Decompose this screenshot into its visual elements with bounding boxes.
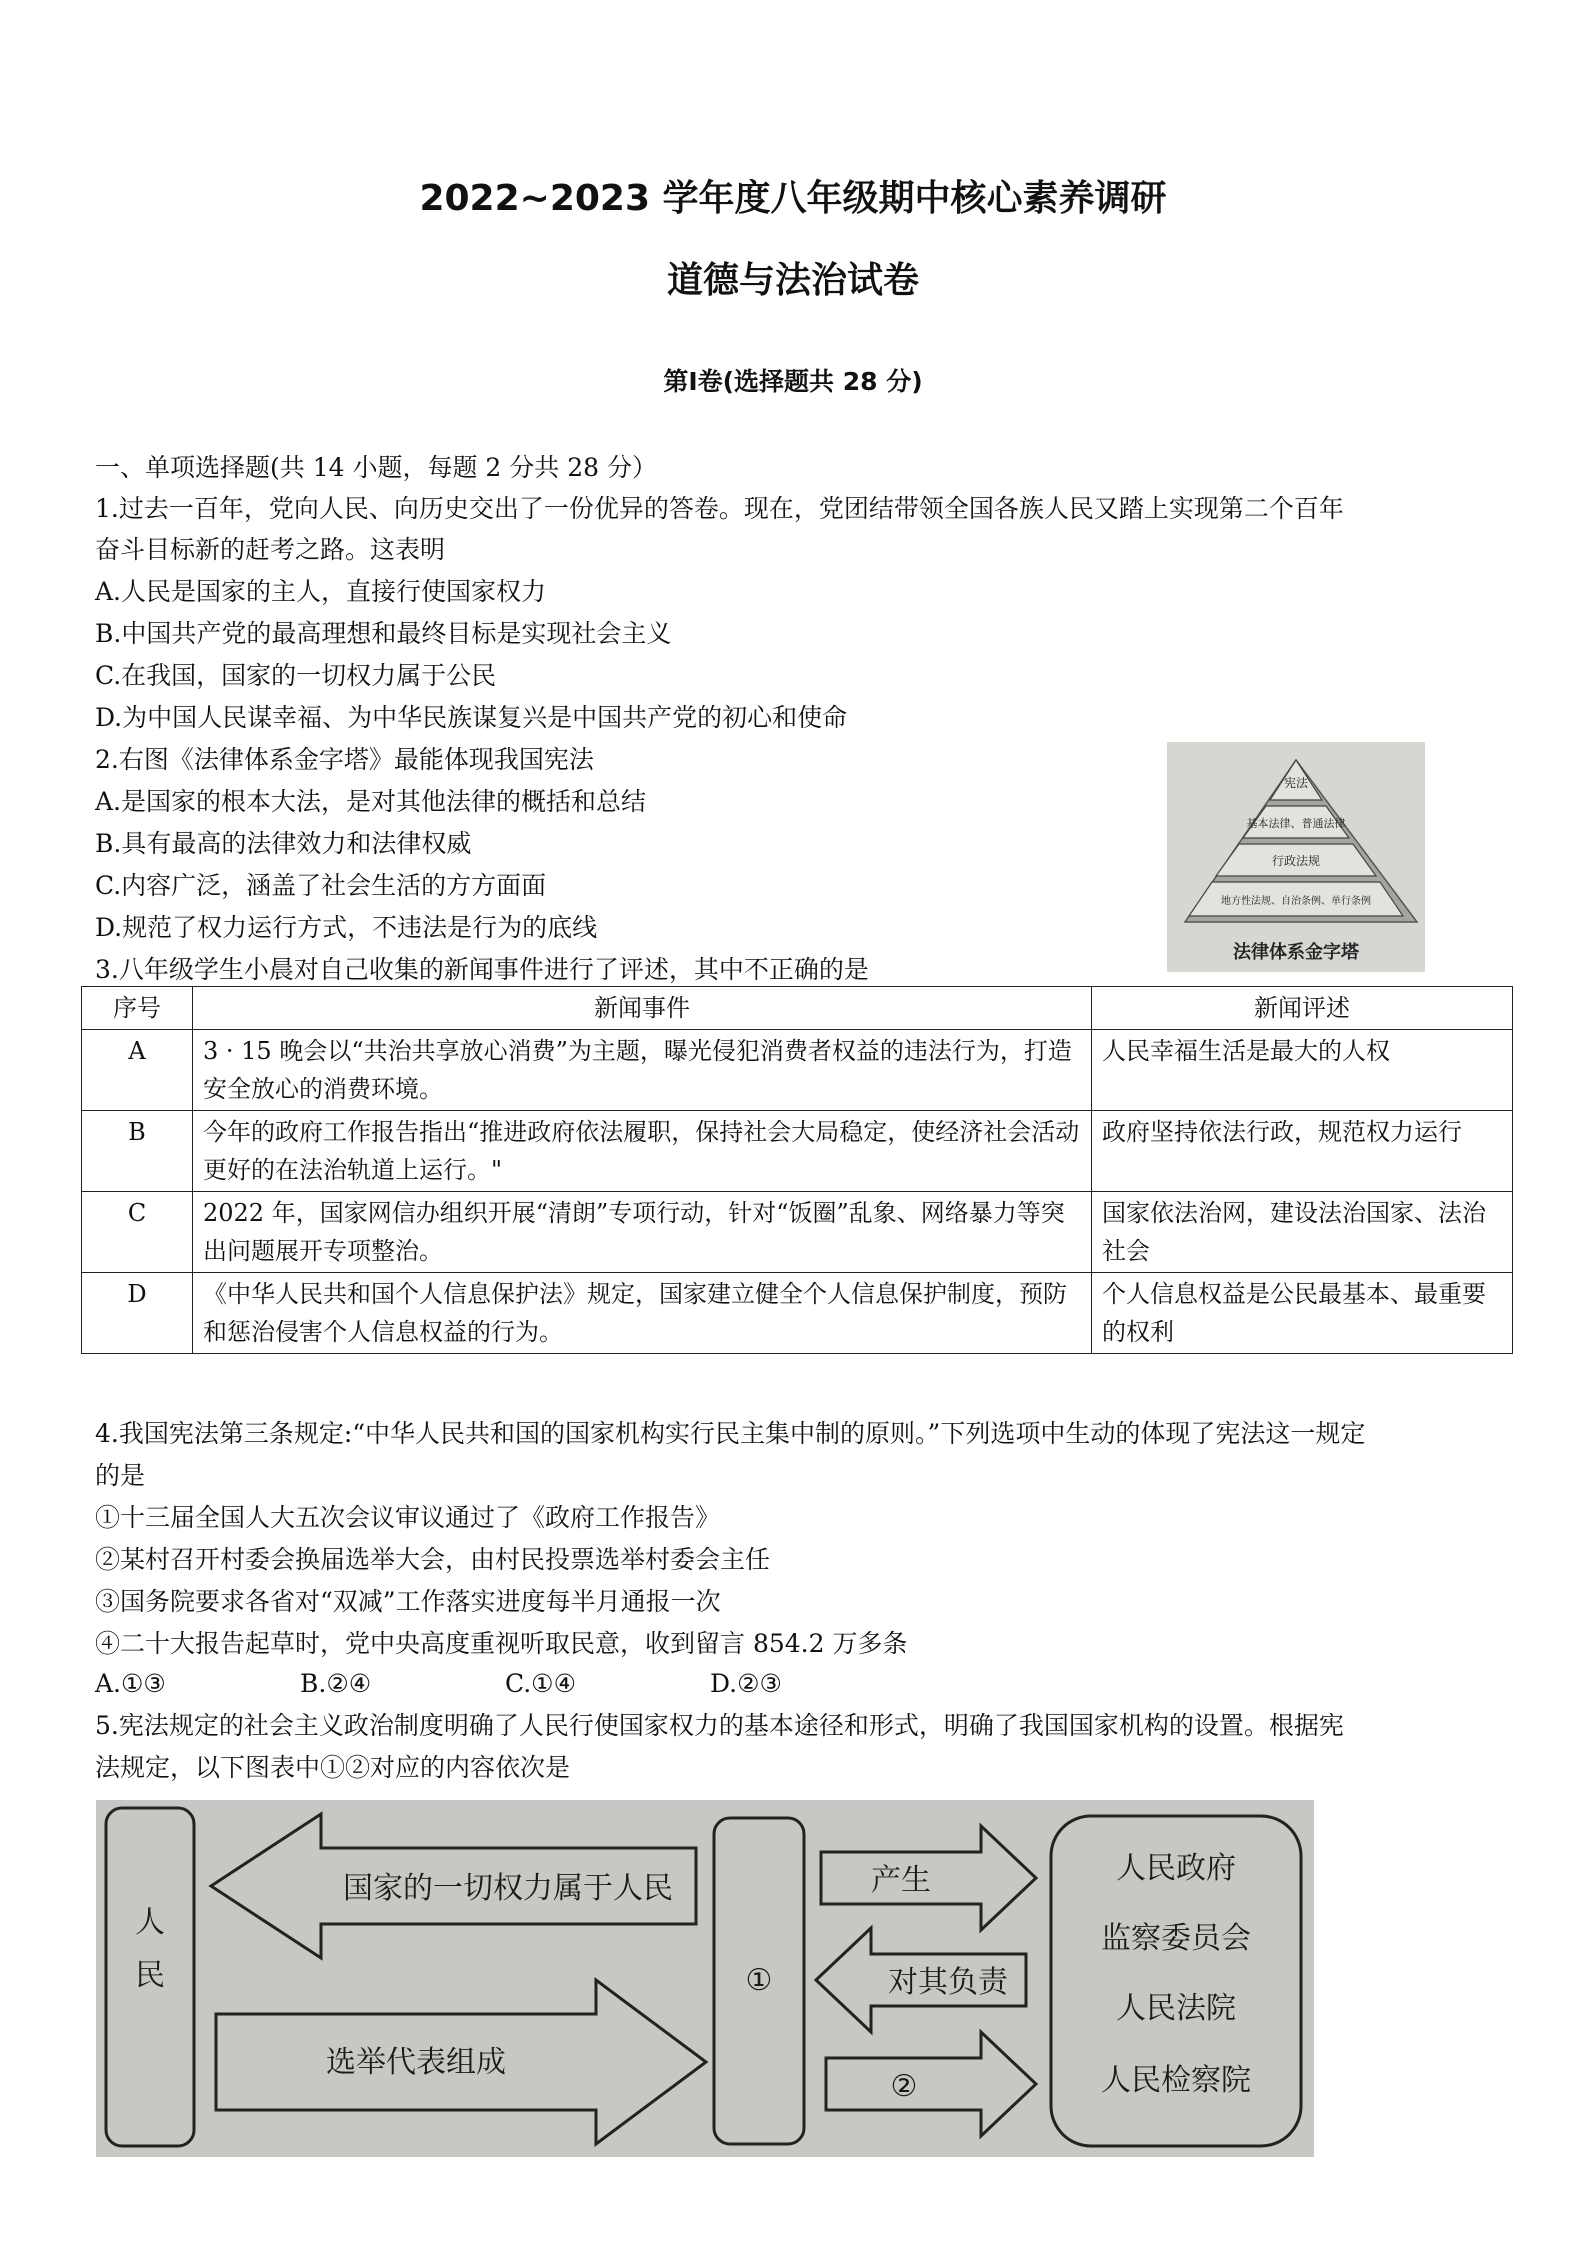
people-char-2: 民 xyxy=(135,1958,165,1993)
table-row xyxy=(82,1192,1513,1273)
row-event: 3 · 15 晚会以“共治共享放心消费”为主题，曝光侵犯消费者权益的违法行为，打造安全放心的消费环境。 xyxy=(193,1030,1092,1111)
row-event: 2022 年，国家网信办组织开展“清朗”专项行动，针对“饭圈”乱象、网络暴力等突出问题展开专项整治。 xyxy=(193,1192,1092,1273)
organ-supervisory-commission: 监察委员会 xyxy=(1101,1921,1251,1956)
pyramid-level-2: 基本法律、普通法律 xyxy=(1246,817,1346,830)
row-event: 《中华人民共和国个人信息保护法》规定，国家建立健全个人信息保护制度，预防和惩治侵害个人信息权益的行为。 xyxy=(193,1273,1092,1354)
people-char-1: 人 xyxy=(135,1905,165,1940)
row-comment: 个人信息权益是公民最基本、最重要的权利 xyxy=(1092,1273,1513,1354)
q4-option-b: B.②④ xyxy=(300,1669,372,1698)
q4-option-a: A.①③ xyxy=(95,1669,166,1698)
row-id: D xyxy=(82,1273,193,1354)
table-row xyxy=(82,1030,1513,1111)
section-heading: 一、单项选择题(共 14 小题，每题 2 分共 28 分） xyxy=(95,453,657,482)
q4-item-2: ②某村召开村委会换届选举大会，由村民投票选举村委会主任 xyxy=(95,1545,771,1574)
q2-option-d: D.规范了权力运行方式，不违法是行为的底线 xyxy=(95,913,598,942)
organ-government: 人民政府 xyxy=(1116,1851,1236,1886)
q2-option-a: A.是国家的根本大法，是对其他法律的概括和总结 xyxy=(95,787,647,816)
q4-option-d: D.②③ xyxy=(710,1669,782,1698)
row-id: B xyxy=(82,1111,193,1192)
row-id: C xyxy=(82,1192,193,1273)
header-comment: 新闻评述 xyxy=(1092,987,1513,1030)
news-table xyxy=(81,986,1513,1354)
state-power-diagram xyxy=(96,1800,1314,2157)
pyramid-caption: 法律体系金字塔 xyxy=(1233,942,1359,963)
blank-1: ① xyxy=(745,1963,773,1998)
q1-option-c: C.在我国，国家的一切权力属于公民 xyxy=(95,661,497,690)
q1-stem-line1: 1.过去一百年，党向人民、向历史交出了一份优异的答卷。现在，党团结带领全国各族人民又踏上实现第二个百年 xyxy=(95,494,1344,523)
row-comment: 国家依法治网，建设法治国家、法治社会 xyxy=(1092,1192,1513,1273)
q5-stem-line2: 法规定，以下图表中①②对应的内容依次是 xyxy=(95,1753,571,1782)
blank-2: ② xyxy=(890,2069,918,2104)
produce-label: 产生 xyxy=(871,1863,931,1898)
q4-item-3: ③国务院要求各省对“双减”工作落实进度每半月通报一次 xyxy=(95,1587,721,1616)
q4-item-4: ④二十大报告起草时，党中央高度重视听取民意，收到留言 854.2 万多条 xyxy=(95,1629,908,1658)
row-comment: 政府坚持依法行政，规范权力运行 xyxy=(1092,1111,1513,1192)
part-heading: 第Ⅰ卷(选择题共 28 分) xyxy=(663,367,923,396)
row-event: 今年的政府工作报告指出“推进政府依法履职，保持社会大局稳定，使经济社会活动更好的在法治轨道上运行。" xyxy=(193,1111,1092,1192)
pyramid-level-4: 地方性法规、自治条例、单行条例 xyxy=(1221,896,1371,907)
arrow-all-power-label: 国家的一切权力属于人民 xyxy=(343,1871,673,1906)
arrow-elect-label: 选举代表组成 xyxy=(326,2045,506,2080)
q1-option-d: D.为中国人民谋幸福、为中华民族谋复兴是中国共产党的初心和使命 xyxy=(95,703,848,732)
q2-stem: 2.右图《法律体系金字塔》最能体现我国宪法 xyxy=(95,745,594,774)
q4-option-c: C.①④ xyxy=(505,1669,577,1698)
q5-stem-line1: 5.宪法规定的社会主义政治制度明确了人民行使国家权力的基本途径和形式，明确了我国国家机构的设置。根据宪 xyxy=(95,1711,1344,1740)
q4-item-1: ①十三届全国人大五次会议审议通过了《政府工作报告》 xyxy=(95,1503,721,1532)
header-event: 新闻事件 xyxy=(193,987,1092,1030)
q4-stem-line2: 的是 xyxy=(95,1461,146,1490)
q1-option-a: A.人民是国家的主人，直接行使国家权力 xyxy=(95,577,547,606)
header-id: 序号 xyxy=(82,987,193,1030)
q1-stem-line2: 奋斗目标新的赶考之路。这表明 xyxy=(95,535,446,564)
q1-option-b: B.中国共产党的最高理想和最终目标是实现社会主义 xyxy=(95,619,672,648)
q2-option-b: B.具有最高的法律效力和法律权威 xyxy=(95,829,472,858)
row-comment: 人民幸福生活是最大的人权 xyxy=(1092,1030,1513,1111)
exam-title: 2022~2023 学年度八年级期中核心素养调研 xyxy=(419,178,1167,219)
table-row xyxy=(82,1273,1513,1354)
exam-subtitle: 道德与法治试卷 xyxy=(666,260,919,301)
pyramid-level-3: 行政法规 xyxy=(1271,854,1321,868)
q4-stem-line1: 4.我国宪法第三条规定:“中华人民共和国的国家机构实行民主集中制的原则。”下列选项中生动的体现了宪法这一规定 xyxy=(95,1419,1366,1448)
organ-procuratorate: 人民检察院 xyxy=(1101,2063,1251,2098)
row-id: A xyxy=(82,1030,193,1111)
q4-options xyxy=(95,1664,915,1704)
pyramid-level-1: 宪法 xyxy=(1283,776,1309,790)
table-row xyxy=(82,1111,1513,1192)
q3-stem: 3.八年级学生小晨对自己收集的新闻事件进行了评述，其中不正确的是 xyxy=(95,955,869,984)
responsible-label: 对其负责 xyxy=(888,1965,1008,2000)
organ-court: 人民法院 xyxy=(1116,1991,1236,2026)
table-header-row xyxy=(82,987,1513,1030)
q2-option-c: C.内容广泛，涵盖了社会生活的方方面面 xyxy=(95,871,547,900)
law-pyramid-figure xyxy=(1167,742,1425,972)
